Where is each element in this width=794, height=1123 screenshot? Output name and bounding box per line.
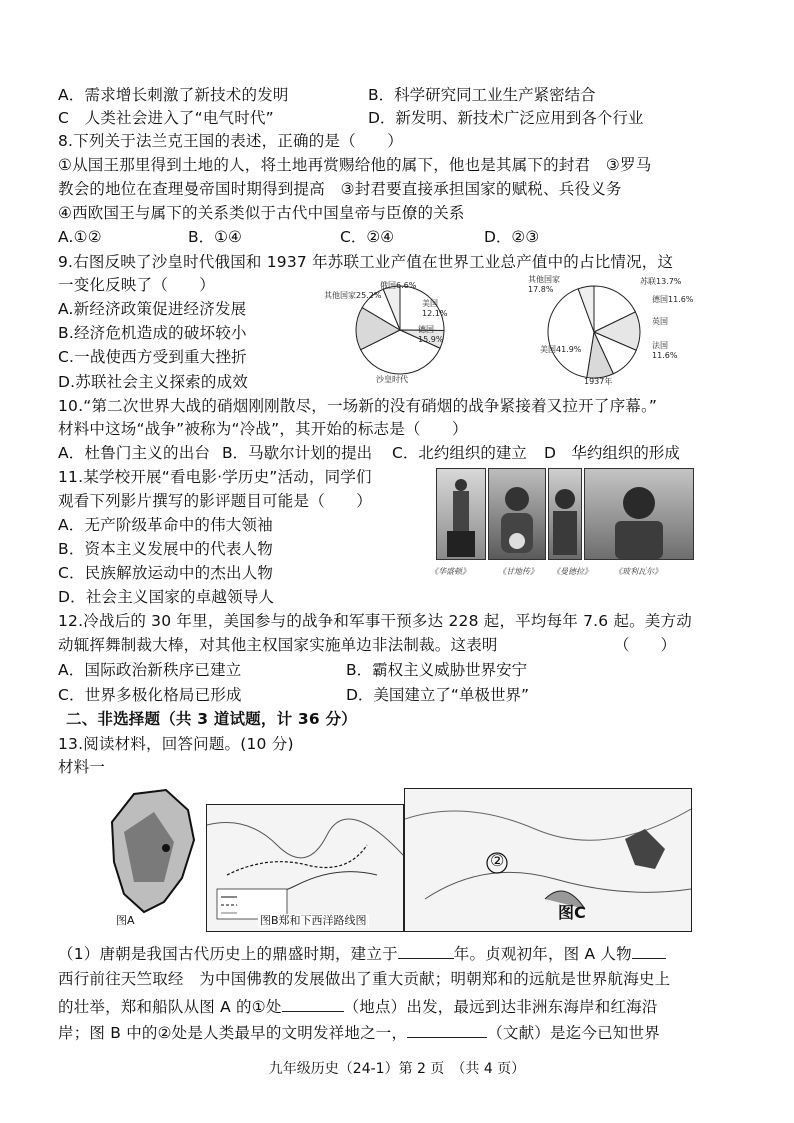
q7-option-b: B．科学研究同工业生产紧密结合 <box>368 86 596 104</box>
q13-part1-line-3 <box>58 995 658 1018</box>
q13-text-3a: 的壮举，郑和船队从图 A 的①处 <box>58 998 282 1016</box>
q11-stem-line-2: 观看下列影片撰写的影评题目可能是（ ） <box>58 492 373 510</box>
q11-option-d: D．社会主义国家的卓越领导人 <box>58 588 275 606</box>
pie-label: 美国41.9% <box>540 345 582 354</box>
q10-stem-line-1: 10.“第二次世界大战的硝烟刚刚散尽，一场新的没有硝烟的战争紧接着又拉开了序幕。” <box>58 397 658 415</box>
q8-statement-line-1: ①从国王那里得到土地的人，将土地再赏赐给他的属下，他也是其属下的封君 ③罗马 <box>58 156 652 174</box>
film-caption-2: 《甘地传》 <box>498 567 538 576</box>
q9-option-c: C.一战使西方受到重大挫折 <box>58 348 247 366</box>
q13-text-1a: （1）唐朝是我国古代历史上的鼎盛时期，建立于 <box>58 945 398 963</box>
portrait-figure-icon <box>585 469 693 559</box>
map-a <box>104 782 200 932</box>
pie-chart-tsarist <box>318 274 498 386</box>
film-still-washington <box>436 468 486 560</box>
q10-option-d: D 华约组织的形成 <box>544 444 680 462</box>
statue-figure-icon <box>437 469 485 559</box>
map-a-caption: 图A <box>116 914 135 927</box>
pie-chart-tsarist-svg <box>318 274 498 386</box>
q11-stem-line-1: 11.某学校开展“看电影·学历史”活动，同学们 <box>58 468 372 486</box>
q8-option-c: C．②④ <box>340 228 395 246</box>
q7-option-d: D．新发明、新技术广泛应用到各个行业 <box>368 109 644 127</box>
map-c-caption: 图C <box>558 903 586 922</box>
pie-label: 11.6% <box>652 351 678 360</box>
q8-option-a: A.①② <box>58 228 102 246</box>
q8-statement-line-3: ④西欧国王与属下的关系类似于古代中国皇帝与臣僚的关系 <box>58 204 465 222</box>
q13-stem: 13.阅读材料，回答问题。(10 分) <box>58 735 294 753</box>
q9-option-d: D.苏联社会主义探索的成效 <box>58 373 248 391</box>
map-b-zheng-he <box>206 804 404 932</box>
film-caption-4: 《玻利瓦尔》 <box>614 567 662 576</box>
q8-option-d: D．②③ <box>484 228 540 246</box>
answer-blank-document[interactable] <box>407 1021 487 1038</box>
film-caption-3: 《曼德拉》 <box>552 567 592 576</box>
q13-part1-line-1 <box>58 942 666 965</box>
film-caption-1: 《华盛顿》 <box>430 567 470 576</box>
q11-option-a: A．无产阶级革命中的伟大领袖 <box>58 516 273 534</box>
q9-stem-line-2: 一变化反映了（ ） <box>58 276 216 294</box>
pie-label: 德国 <box>418 325 434 334</box>
q13-text-1b: 年。贞观初年，图 A 人物 <box>453 945 632 963</box>
q13-text-3b: （地点）出发，最远到达非洲东海岸和红海沿 <box>343 998 658 1016</box>
zheng-he-route-map <box>207 805 403 931</box>
film-still-bolivar <box>584 468 694 560</box>
q11-option-b: B．资本主义发展中的代表人物 <box>58 540 273 558</box>
q10-option-b: B．马歇尔计划的提出 <box>222 444 373 462</box>
answer-blank-person[interactable] <box>632 942 666 959</box>
ancient-world-map <box>405 789 691 931</box>
pie-label: 15.9% <box>418 335 444 344</box>
q12-option-c: C．世界多极化格局已形成 <box>58 686 242 704</box>
pie-label: 美国 <box>422 299 438 308</box>
q13-part1-line-2: 西行前往天竺取经 为中国佛教的发展做出了重大贡献；明朝郑和的远航是世界航海史上 <box>58 970 671 988</box>
q13-part1-line-4 <box>58 1021 660 1044</box>
q7-option-a: A．需求增长刺激了新技术的发明 <box>58 86 289 104</box>
portrait-figure-icon <box>489 469 545 559</box>
q8-stem: 8.下列关于法兰克王国的表述，正确的是（ ） <box>58 132 403 150</box>
q7-option-c: C 人类社会进入了“电气时代” <box>58 109 274 127</box>
pie-label: 苏联13.7% <box>640 277 682 286</box>
pie-label: 德国11.6% <box>652 295 694 304</box>
answer-blank-year[interactable] <box>398 942 454 959</box>
china-map-icon <box>104 782 200 932</box>
q8-statement-line-2: 教会的地位在查理曼帝国时期得到提高 ③封君要直接承担国家的赋税、兵役义务 <box>58 180 622 198</box>
pie-label: 俄国6.6% <box>380 281 417 290</box>
q9-stem-line-1: 9.右图反映了沙皇时代俄国和 1937 年苏联工业产值在世界工业总产值中的占比情况，这 <box>58 253 674 271</box>
pie-chart-1937-svg <box>520 272 700 388</box>
q12-option-d: D．美国建立了“单极世界” <box>346 686 529 704</box>
q12-stem-line-2: 动辄挥舞制裁大棒，对其他主权国家实施单边非法制裁。这表明 <box>58 636 498 654</box>
q12-option-a: A．国际政治新秩序已建立 <box>58 661 242 679</box>
map-b-caption: 图B郑和下西洋路线图 <box>260 914 367 927</box>
pie-label: 17.8% <box>528 285 554 294</box>
page-footer: 九年级历史（24-1）第 2 页 （共 4 页） <box>268 1061 526 1077</box>
portrait-figure-icon <box>549 469 581 559</box>
pie-label: 其他国家25.2% <box>324 291 382 300</box>
q11-option-c: C．民族解放运动中的杰出人物 <box>58 564 274 582</box>
q9-option-a: A.新经济政策促进经济发展 <box>58 300 247 318</box>
q10-option-a: A．杜鲁门主义的出台 <box>58 444 211 462</box>
pie-chart-1937 <box>520 272 700 388</box>
q12-answer-paren: （ ） <box>614 636 677 654</box>
pie-label: 英国 <box>652 317 668 326</box>
film-still-mandela <box>548 468 582 560</box>
section-title: 二、非选择题（共 3 道试题，计 36 分） <box>66 710 357 728</box>
pie-label: 其他国家 <box>528 275 560 284</box>
answer-blank-place[interactable] <box>282 995 344 1012</box>
q10-stem-line-2: 材料中这场“战争”被称为“冷战”，其开始的标志是（ ） <box>58 420 468 438</box>
q8-option-b: B．①④ <box>188 228 242 246</box>
q10-option-c: C．北约组织的建立 <box>392 444 527 462</box>
pie-label: 12.1% <box>422 309 448 318</box>
q12-option-b: B．霸权主义威胁世界安宁 <box>346 661 528 679</box>
map-c <box>404 788 692 932</box>
film-still-gandhi <box>488 468 546 560</box>
pie-label: 法国 <box>652 341 668 350</box>
map-c-marker-2: ② <box>490 851 505 870</box>
pie-caption: 1937年 <box>584 377 613 386</box>
q9-option-b: B.经济危机造成的破坏较小 <box>58 324 247 342</box>
material-1-label: 材料一 <box>58 758 106 776</box>
q13-text-4a: 岸；图 B 中的②处是人类最早的文明发祥地之一， <box>58 1024 408 1042</box>
pie-caption: 沙皇时代 <box>376 375 408 384</box>
q13-text-4b: （文献）是迄今已知世界 <box>487 1024 660 1042</box>
q12-stem-line-1: 12.冷战后的 30 年里，美国参与的战争和军事干预多达 228 起，平均每年 7.6 起。美方动 <box>58 612 692 630</box>
